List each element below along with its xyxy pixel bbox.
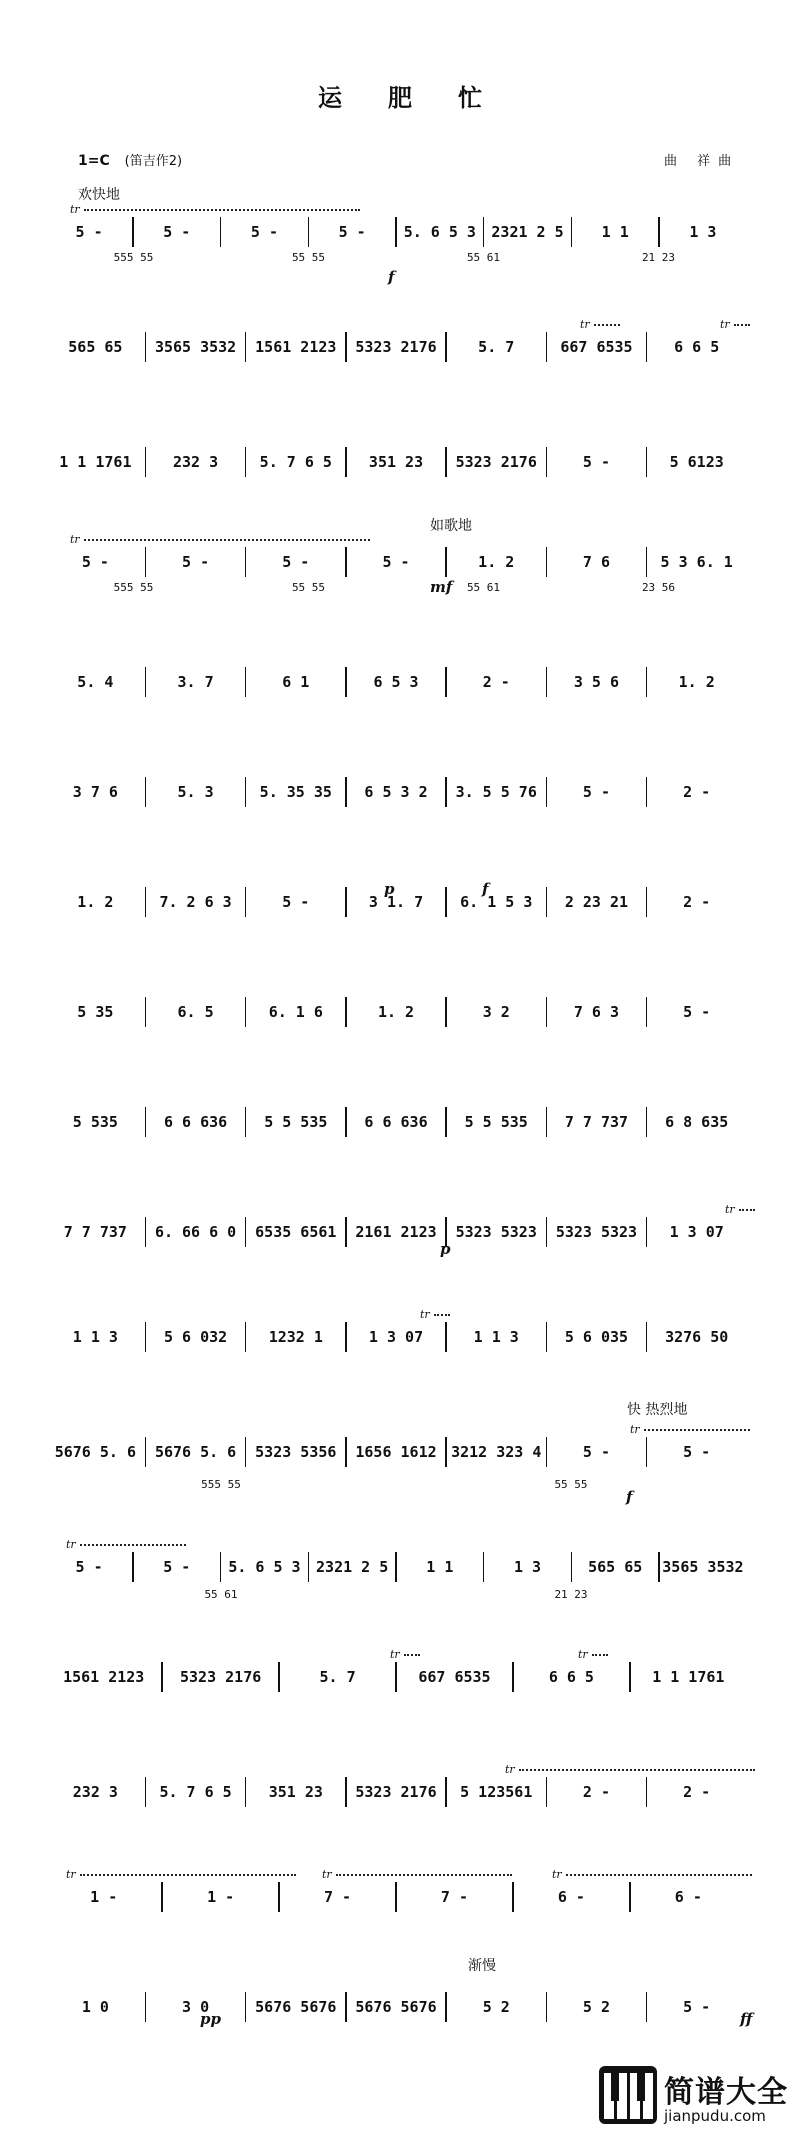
- measure: 6. 1 5 3: [460, 893, 533, 911]
- measure: 1 1 1761: [59, 453, 132, 471]
- measure: 1 1: [601, 223, 629, 241]
- measure: 5 2: [482, 1998, 510, 2016]
- measure: 1 1 1761: [652, 1668, 725, 1686]
- measure: 1 1 3: [473, 1328, 519, 1346]
- measure: 5 35: [77, 1003, 114, 1021]
- accompaniment-measure: 55 61: [466, 580, 501, 594]
- measure: 5 -: [282, 893, 310, 911]
- measure: 5 -: [582, 783, 610, 801]
- measure: 2321 2 5: [316, 1558, 389, 1576]
- measure: 1 -: [90, 1888, 118, 1906]
- accompaniment-measure: 555 55: [201, 1477, 241, 1491]
- accompaniment-line: [46, 1585, 746, 1603]
- measure: 7 6: [582, 553, 610, 571]
- tempo-marking-2: 如歌地: [430, 518, 472, 534]
- measure: 6. 5: [177, 1003, 214, 1021]
- measure: 5 6 035: [564, 1328, 629, 1346]
- measure: 5 5 535: [464, 1113, 528, 1131]
- trill-mark: tr: [70, 203, 360, 211]
- measure: 5. 3: [177, 783, 214, 801]
- measure: 5. 6 5 3: [403, 223, 476, 241]
- measure: 5 -: [182, 553, 210, 571]
- score-line: [46, 1320, 746, 1354]
- dynamic-marking: p: [384, 880, 395, 898]
- key-note: (笛吉作2): [124, 154, 183, 169]
- score-line: [46, 330, 746, 364]
- dynamic-marking: p: [440, 1240, 451, 1258]
- measure: 5 6123: [669, 453, 724, 471]
- measure: 1 3: [513, 1558, 542, 1576]
- measure: 5 -: [250, 223, 279, 241]
- trill-mark: tr: [578, 1648, 608, 1656]
- accompaniment-measure: 55 55: [291, 250, 326, 264]
- measure: 5 -: [582, 453, 610, 471]
- measure: 2321 2 5: [491, 223, 564, 241]
- measure: 1. 2: [478, 553, 515, 571]
- accompaniment-measure: 555 55: [113, 250, 154, 264]
- accompaniment-measure: 23 56: [641, 580, 676, 594]
- measure: 1 3: [689, 223, 717, 241]
- score-line: [46, 545, 746, 579]
- measure: 1561 2123: [255, 338, 337, 356]
- measure: 3565 3532: [662, 1558, 744, 1576]
- measure: 3. 7: [177, 673, 214, 691]
- measure: 1 3 07: [669, 1223, 724, 1241]
- measure: 6 5 3 2: [364, 783, 428, 801]
- measure: 5323 2176: [355, 338, 437, 356]
- key-text: 1=C: [78, 153, 110, 169]
- trill-mark: tr: [66, 1538, 186, 1546]
- measure: 3. 5 5 76: [455, 783, 537, 801]
- score-line: [46, 775, 746, 809]
- measure: 3 0: [182, 1998, 210, 2016]
- measure: 5323 5323: [555, 1223, 638, 1241]
- logo-text: 简谱大全: [664, 2075, 788, 2110]
- measure: 5 -: [163, 1558, 191, 1576]
- accompaniment-measure: 55 55: [554, 1477, 588, 1491]
- measure: 6 5 3: [373, 673, 419, 691]
- measure: 667 6535: [560, 338, 633, 356]
- accompaniment-line: [46, 248, 746, 266]
- score-line: [46, 215, 746, 249]
- measure: 1. 2: [377, 1003, 415, 1021]
- measure: 5 -: [163, 223, 191, 241]
- measure: 3 5 6: [573, 673, 620, 691]
- measure: 6. 66 6 0: [154, 1223, 237, 1241]
- score-line: [46, 1550, 746, 1584]
- tempo-marking-4: 渐慢: [468, 1958, 496, 1974]
- measure: 5676 5676: [255, 1998, 337, 2016]
- measure: 5. 6 5 3: [228, 1558, 301, 1576]
- score-line: [46, 665, 746, 699]
- measure: 5323 2176: [355, 1783, 437, 1801]
- trill-mark: tr: [630, 1423, 750, 1431]
- accompaniment-measure: 21 23: [554, 1587, 588, 1601]
- measure: 5 -: [683, 1003, 711, 1021]
- accompaniment-measure: 555 55: [113, 580, 154, 594]
- trill-mark: tr: [390, 1648, 420, 1656]
- trill-mark: tr: [552, 1868, 752, 1876]
- score-title: 运肥忙: [318, 84, 528, 112]
- measure: 5323 2176: [179, 1668, 262, 1686]
- score-line: [46, 1435, 746, 1469]
- measure: 6 8 635: [665, 1113, 729, 1131]
- measure: 351 23: [368, 453, 424, 471]
- measure: 6 -: [557, 1888, 585, 1906]
- logo-url: jianpudu.com: [664, 2107, 766, 2125]
- measure: 7 -: [440, 1888, 469, 1906]
- measure: 6 -: [674, 1888, 702, 1906]
- trill-mark: tr: [70, 533, 370, 541]
- measure: 5 -: [75, 1558, 103, 1576]
- measure: 1232 1: [268, 1328, 323, 1346]
- trill-mark: tr: [580, 318, 620, 326]
- score-line: [46, 1660, 746, 1694]
- measure: 5. 7: [319, 1668, 356, 1686]
- measure: 5 535: [72, 1113, 118, 1131]
- measure: 5 -: [683, 1998, 711, 2016]
- measure: 5. 7 6 5: [259, 453, 332, 471]
- measure: 5 -: [338, 223, 366, 241]
- measure: 5676 5. 6: [154, 1443, 237, 1461]
- accompaniment-measure: 55 61: [466, 250, 501, 264]
- dynamic-marking: ff: [740, 2010, 753, 2028]
- measure: 5 -: [282, 553, 310, 571]
- accompaniment-measure: 21 23: [641, 250, 676, 264]
- measure: 1656 1612: [355, 1443, 437, 1461]
- dynamic-marking: pp: [200, 2010, 221, 2028]
- measure: 667 6535: [418, 1668, 491, 1686]
- score-line: [46, 1775, 746, 1809]
- score-line: [46, 885, 746, 919]
- measure: 1 -: [207, 1888, 235, 1906]
- trill-mark: tr: [420, 1308, 450, 1316]
- measure: 5 6 032: [163, 1328, 228, 1346]
- measure: 2 -: [482, 673, 510, 691]
- measure: 7 -: [324, 1888, 352, 1906]
- score-line: [46, 1105, 746, 1139]
- measure: 2 -: [683, 893, 711, 911]
- measure: 3565 3532: [154, 338, 237, 356]
- measure: 6 6 5: [548, 1668, 594, 1686]
- measure: 5 123561: [460, 1783, 533, 1801]
- measure: 3 1. 7: [368, 893, 424, 911]
- measure: 7 7 737: [564, 1113, 629, 1131]
- measure: 5 -: [75, 223, 103, 241]
- composer-credit: 曲 祥曲: [664, 154, 740, 169]
- trill-mark: tr: [505, 1763, 755, 1771]
- measure: 1 1 3: [72, 1328, 118, 1346]
- measure: 6 1: [282, 673, 310, 691]
- measure: 3276 50: [665, 1328, 729, 1346]
- dynamic-marking: mf: [430, 578, 453, 596]
- measure: 565 65: [68, 338, 123, 356]
- measure: 3 2: [482, 1003, 510, 1021]
- measure: 2 23 21: [564, 893, 629, 911]
- measure: 2161 2123: [355, 1223, 437, 1241]
- measure: 5676 5676: [355, 1998, 437, 2016]
- measure: 6 6 636: [163, 1113, 228, 1131]
- accompaniment-line: [46, 1475, 746, 1493]
- tempo-marking-1: 欢快地: [78, 187, 120, 203]
- measure: 232 3: [173, 453, 219, 471]
- site-logo: [598, 2065, 798, 2131]
- score-line: [46, 1880, 746, 1914]
- trill-mark: tr: [66, 1868, 296, 1876]
- trill-mark: tr: [725, 1203, 755, 1211]
- measure: 5323 5356: [255, 1443, 337, 1461]
- score-line: [46, 1215, 746, 1249]
- dynamic-marking: f: [482, 880, 489, 898]
- measure: 3 7 6: [72, 783, 118, 801]
- measure: 5. 4: [77, 673, 114, 691]
- measure: 5 5 535: [264, 1113, 328, 1131]
- measure: 5. 35 35: [259, 783, 332, 801]
- measure: 5 -: [683, 1443, 711, 1461]
- measure: 232 3: [72, 1783, 118, 1801]
- measure: 5 -: [382, 553, 410, 571]
- measure: 6 6 636: [364, 1113, 428, 1131]
- score-line: [46, 1990, 746, 2024]
- measure: 3212 323 4: [451, 1443, 542, 1461]
- accompaniment-line: [46, 578, 746, 596]
- measure: 1. 2: [678, 673, 715, 691]
- accompaniment-measure: 55 61: [204, 1587, 238, 1601]
- measure: 5323 2176: [455, 453, 537, 471]
- measure: 5 3 6. 1: [660, 553, 733, 571]
- measure: 1 1: [426, 1558, 454, 1576]
- trill-mark: tr: [322, 1868, 512, 1876]
- measure: 6 6 5: [674, 338, 720, 356]
- measure: 5323 5323: [455, 1223, 537, 1241]
- dynamic-marking: f: [388, 268, 395, 286]
- measure: 5 2: [582, 1998, 610, 2016]
- measure: 2 -: [582, 1783, 610, 1801]
- accompaniment-measure: 55 55: [291, 580, 326, 594]
- trill-mark: tr: [720, 318, 750, 326]
- measure: 1561 2123: [63, 1668, 145, 1686]
- measure: 5 -: [81, 553, 109, 571]
- measure: 7 6 3: [573, 1003, 620, 1021]
- measure: 6535 6561: [255, 1223, 337, 1241]
- measure: 351 23: [268, 1783, 323, 1801]
- measure: 1 3 07: [368, 1328, 424, 1346]
- measure: 2 -: [683, 1783, 711, 1801]
- measure: 1. 2: [77, 893, 114, 911]
- score-line: [46, 445, 746, 479]
- measure: 5. 7 6 5: [159, 1783, 232, 1801]
- measure: 7. 2 6 3: [159, 893, 232, 911]
- measure: 7 7 737: [63, 1223, 127, 1241]
- piano-keys-icon: [598, 2065, 658, 2125]
- key-signature: [78, 150, 182, 169]
- score-line: [46, 995, 746, 1029]
- measure: 5 -: [582, 1443, 610, 1461]
- measure: 6. 1 6: [268, 1003, 323, 1021]
- measure: 1 0: [81, 1998, 109, 2016]
- dynamic-marking: f: [626, 1488, 633, 1506]
- measure: 565 65: [588, 1558, 643, 1576]
- tempo-marking-3: 快 热烈地: [627, 1402, 688, 1418]
- measure: 2 -: [683, 783, 711, 801]
- measure: 5. 7: [478, 338, 515, 356]
- measure: 5676 5. 6: [54, 1443, 136, 1461]
